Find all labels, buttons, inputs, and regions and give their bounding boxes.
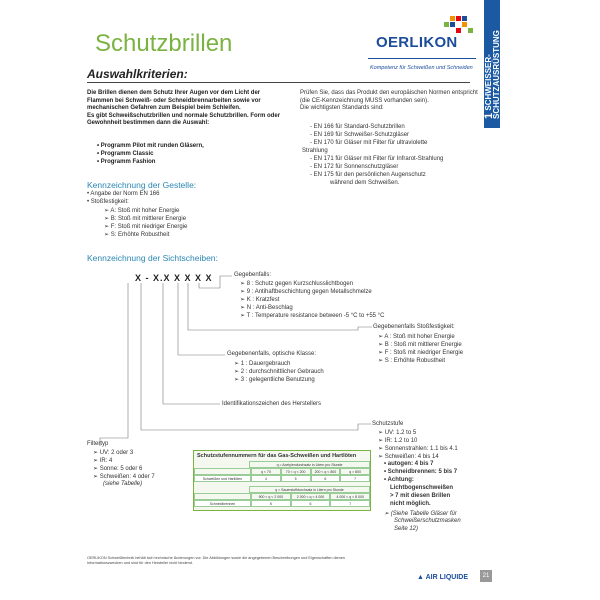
air-liquide-logo: ▲ AIR LIQUIDE — [417, 574, 469, 581]
page-title: Schutzbrillen — [95, 30, 233, 57]
gegeb-item: ➢ 9 : Antihaftbeschichtung gegen Metallschmelze — [240, 289, 372, 295]
filtertyp-item: ➢ IR: 4 — [93, 458, 113, 464]
table-cell: 200 < q < 800 — [311, 468, 341, 475]
standard-item: während dem Schweißen. — [330, 180, 400, 186]
standard-item: - EN 175 für den persönlichen Augenschutz — [310, 172, 426, 178]
section-heading: Auswahlkriterien: — [87, 67, 188, 81]
table-cell: 5 — [251, 500, 291, 507]
gestelle-line: • Stoßfestigkeit: — [87, 199, 129, 205]
table-cell: 6 — [291, 500, 331, 507]
logo-text: OERLIKON — [376, 34, 458, 51]
standard-item: - EN 171 für Gläser mit Filter für Infrarot-Strahlung — [310, 156, 444, 162]
gestelle-item: ➢ S: Erhöhte Robustheit — [104, 232, 170, 238]
table-cell: 5 — [281, 475, 311, 482]
schutzstufe-item: ➢ (Siehe Tabelle Gläser für — [384, 511, 457, 517]
gegeb-item: ➢ T : Temperature resistance between -5 °C to +55 °C — [240, 313, 385, 319]
optisch-item: ➢ 3 : gelegentliche Benutzung — [234, 377, 315, 383]
gestelle-item: ➢ B: Stoß mit mittlerer Energie — [104, 216, 187, 222]
table-cell — [194, 493, 251, 500]
gegeb-item: ➢ N : Anti-Beschlag — [240, 305, 293, 311]
stoss-item: ➢ A : Stoß mit hoher Energie — [378, 334, 455, 340]
schutzstufen-table — [193, 450, 371, 511]
hersteller-label: Identifikationszeichen des Herstellers — [222, 401, 322, 407]
optisch-item: ➢ 2 : durchschnittlicher Gebrauch — [234, 369, 324, 375]
table-header: q = Sauerstoffdurchsatz in Litern pro Stunde — [249, 486, 370, 493]
table-cell: Schneidbrennen — [194, 500, 251, 507]
schutzstufe-item: ➢ UV: 1.2 to 5 — [378, 430, 417, 436]
schutzstufe-item: Lichtbogenschweißen — [390, 485, 454, 491]
gegeb-item: ➢ K : Kratzfest — [240, 297, 280, 303]
gestelle-item: ➢ A: Stoß mit hoher Energie — [104, 208, 180, 214]
air-liquide-icon: ▲ — [417, 574, 424, 581]
table-cell: Schweißen und Hartlöten — [194, 475, 251, 482]
intro-bold-text: Die Brillen dienen dem Schutz Ihrer Augen vor dem Licht der Flammen bei Schweiß- oder Schneidbrennarbeiten sowie vor mechanischen Gefahren zum Beispiel beim Schleifen. Es gibt Schweißschutzbrillen und normale Schutzbrillen. Form oder Gewohnheit bestimmen dann die Auswahl: — [87, 90, 281, 126]
schutzstufe-item: nicht möglich. — [390, 501, 431, 507]
schutzstufe-item: • autogen: 4 bis 7 — [384, 461, 434, 467]
gegebenenfalls-head: Gegebenfalls: — [234, 272, 272, 278]
side-tab-text: 1 SCHWEISSER-SCHUTZAUSRÜSTUNG — [483, 30, 501, 119]
standard-item: - EN 172 für Sonnenschutzgläser — [310, 164, 399, 170]
schutzstufe-item: ➢ IR: 1.2 to 10 — [378, 438, 418, 444]
filtertyp-item: ➢ Schweißen: 4 oder 7 — [93, 474, 155, 480]
table-title: Schutzstufennummern für das Gas-Schweißen und Hartlöten — [197, 453, 357, 459]
table-cell: 4 — [251, 475, 281, 482]
schutzstufe-head: Schutzstufe — [372, 421, 404, 427]
logo-tagline: Kompetenz für Schweißen und Schneiden — [370, 65, 473, 71]
gestelle-line: • Angabe der Norm EN 166 — [87, 191, 160, 197]
table-cell: q > 800 — [340, 468, 370, 475]
stoss-item: ➢ S : Erhöhte Robustheit — [378, 358, 446, 364]
table-header: q = Acetylendurchsatz in Litern pro Stunde — [249, 461, 370, 468]
standard-item: Strahlung — [302, 148, 328, 154]
program-item: • Programm Fashion — [97, 159, 156, 165]
schutzstufe-item: • Schneidbrennen: 5 bis 7 — [384, 469, 458, 475]
filtertyp-head: Filtertyp — [87, 441, 109, 447]
table-cell: 2 000 < q < 4 000 — [291, 493, 331, 500]
ce-text: Prüfen Sie, dass das Produkt den europäischen Normen entspricht (die CE-Kennzeichnung MUSS vorhanden sein). Die wichtigsten Standards sind: — [300, 90, 478, 111]
gestelle-heading: Kennzeichnung der Gestelle: — [87, 180, 197, 190]
standard-item: - EN 170 für Gläser mit Filter für ultraviolette — [310, 140, 428, 146]
schutzstufe-item: > 7 mit diesen Brillen — [390, 493, 451, 499]
standard-item: - EN 166 für Standard-Schutzbrillen — [310, 124, 405, 130]
optisch-item: ➢ 1 : Dauergebrauch — [234, 361, 291, 367]
gegeb-item: ➢ 8 : Schutz gegen Kurzschlusslichtbogen — [240, 281, 354, 287]
stoss-item: ➢ F : Stoß mit niedriger Energie — [378, 350, 464, 356]
schutzstufe-item: Schweißerschutzmasken — [394, 518, 461, 524]
table-cell: 6 — [311, 475, 341, 482]
table-cell: 900 < q < 2 000 — [251, 493, 291, 500]
schutzstufe-item: • Achtung: — [384, 477, 414, 483]
optisch-head: Gegebenenfalls, optische Klasse: — [227, 351, 317, 357]
schutzstufe-item: Seite 12) — [394, 526, 419, 532]
marking-code: X - X.X X X X X — [135, 273, 213, 283]
gestelle-item: ➢ F: Stoß mit niedriger Energie — [104, 224, 188, 230]
schutzstufe-item: ➢ Schweißen: 4 bis 14 — [378, 454, 439, 460]
stoss-item: ➢ B : Stoß mit mittlerer Energie — [378, 342, 462, 348]
table-cell: 4 000 < q < 8 000 — [330, 493, 370, 500]
program-item: • Programm Classic — [97, 151, 154, 157]
schutzstufe-item: ➢ Sonnenstrahlen: 1.1 bis 4.1 — [378, 446, 458, 452]
footer-disclaimer: OERLIKON Schweißtechnik behält sich technische Änderungen vor. Die Abbildungen sowie die angegebenen Beschreibungen und Eigenschaften dienen Informationszwecken und sind für den Hersteller nicht bindend. — [87, 556, 345, 565]
table-cell: q < 70 — [251, 468, 281, 475]
stoss-head: Gegebenenfalls Stoßfestigkeit: — [373, 324, 455, 330]
standard-item: - EN 169 für Schweißer-Schutzgläser — [310, 132, 410, 138]
sichtscheiben-heading: Kennzeichnung der Sichtscheiben: — [87, 253, 218, 263]
table-cell: 7 — [340, 475, 370, 482]
table-cell: 7 — [330, 500, 370, 507]
filtertyp-item: ➢ Sonne: 5 oder 6 — [93, 466, 143, 472]
table-cell: 70 < q < 200 — [281, 468, 311, 475]
program-item: • Programm Pilot mit runden Gläsern, — [97, 143, 204, 149]
page-number: 21 — [480, 570, 492, 582]
table-cell — [194, 468, 251, 475]
filtertyp-item: ➢ UV: 2 oder 3 — [93, 450, 134, 456]
filtertyp-item: (siehe Tabelle) — [103, 481, 143, 487]
